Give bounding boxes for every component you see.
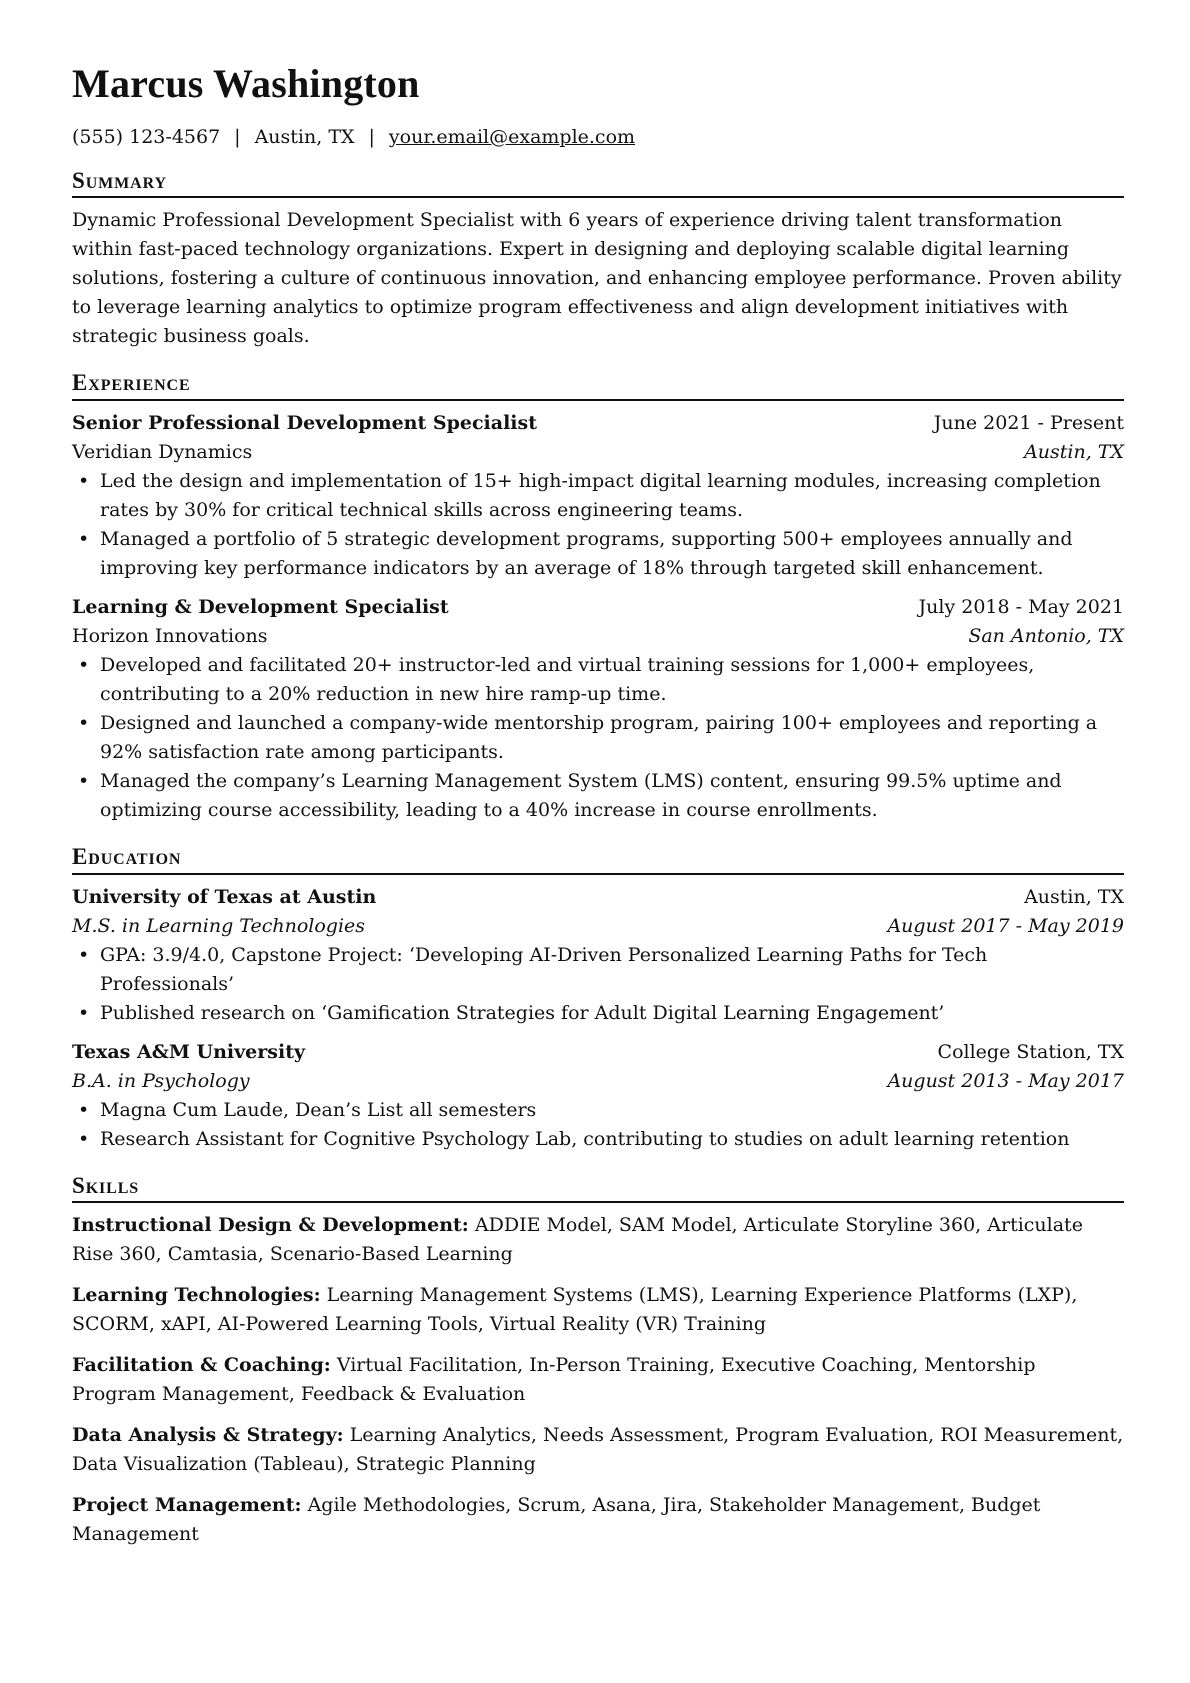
skill-value: Virtual Facilitation, In-Person Training, Executive Coaching, Mentorship Program Management, Feedback & Evaluation: [72, 1354, 1036, 1406]
bullet-item: • GPA: 3.9/4.0, Capstone Project: ‘Developing AI-Driven Personalized Learning Paths for Tech Professionals’: [72, 941, 1124, 999]
school-name: Texas A&M University: [72, 1040, 306, 1063]
education-entry: [72, 1038, 1124, 1154]
job-dates: June 2021 - Present: [933, 411, 1124, 434]
bullet-item: • Managed a portfolio of 5 strategic development programs, supporting 500+ employees annually and improving key performance indicators by an average of 18% through targeted skill enhancement.: [72, 525, 1124, 583]
section-title-education: Education: [72, 843, 1124, 875]
skills-section: [72, 1172, 1124, 1550]
education-entry: [72, 883, 1124, 1028]
section-title-skills: Skills: [72, 1172, 1124, 1204]
job-title: Senior Professional Development Specialist: [72, 411, 537, 434]
bullet-item: • Managed the company’s Learning Management System (LMS) content, ensuring 99.5% uptime and optimizing course accessibility, leading to a 40% increase in course enrollments.: [72, 767, 1124, 825]
skill-label: Data Analysis & Strategy:: [72, 1424, 344, 1447]
skill-value: Agile Methodologies, Scrum, Asana, Jira, Stakeholder Management, Budget Management: [72, 1494, 1041, 1546]
skill-value: ADDIE Model, SAM Model, Articulate Storyline 360, Articulate Rise 360, Camtasia, Scenario-Based Learning: [72, 1214, 1083, 1266]
bullet-item: • Research Assistant for Cognitive Psychology Lab, contributing to studies on adult learning retention: [72, 1125, 1124, 1154]
skill-label: Project Management:: [72, 1494, 302, 1517]
job-bullets: [72, 467, 1124, 583]
skill-group: [72, 1211, 1124, 1269]
skill-label: Learning Technologies:: [72, 1284, 321, 1307]
skill-group: [72, 1351, 1124, 1409]
skill-value: Learning Management Systems (LMS), Learning Experience Platforms (LXP), SCORM, xAPI, AI-Powered Learning Tools, Virtual Reality (VR) Training: [72, 1284, 1078, 1336]
contact-line: [72, 126, 1124, 149]
separator: |: [234, 126, 241, 148]
school-name: University of Texas at Austin: [72, 885, 377, 908]
summary-text: Dynamic Professional Development Specialist with 6 years of experience driving talent transformation within fast-paced technology organizations. Expert in designing and deploying scalable digital learning solutions, fostering a culture of continuous innovation, and enhancing employee performance. Proven ability to leverage learning analytics to optimize program effectiveness and align development initiatives with strategic business goals.: [72, 209, 1122, 348]
company-name: Veridian Dynamics: [72, 440, 253, 463]
education-dates: August 2017 - May 2019: [887, 914, 1124, 937]
bullet-item: • Magna Cum Laude, Dean’s List all semesters: [72, 1096, 1124, 1125]
school-location: Austin, TX: [1024, 885, 1124, 908]
bullet-item: • Led the design and implementation of 15+ high-impact digital learning modules, increasing completion rates by 30% for critical technical skills across engineering teams.: [72, 467, 1124, 525]
job-bullets: [72, 651, 1124, 825]
degree: B.A. in Psychology: [72, 1069, 250, 1092]
section-title-summary: Summary: [72, 167, 1124, 199]
degree: M.S. in Learning Technologies: [72, 914, 366, 937]
experience-section: [72, 369, 1124, 825]
bullet-item: • Designed and launched a company-wide mentorship program, pairing 100+ employees and reporting a 92% satisfaction rate among participants.: [72, 709, 1124, 767]
email-link[interactable]: your.email@example.com: [388, 126, 636, 148]
skill-group: [72, 1491, 1124, 1549]
job-entry: [72, 593, 1124, 825]
skill-group: [72, 1421, 1124, 1479]
skill-label: Facilitation & Coaching:: [72, 1354, 331, 1377]
job-title: Learning & Development Specialist: [72, 595, 449, 618]
phone-number: (555) 123-4567: [72, 126, 221, 148]
separator: |: [368, 126, 375, 148]
skill-value: Learning Analytics, Needs Assessment, Program Evaluation, ROI Measurement, Data Visualization (Tableau), Strategic Planning: [72, 1424, 1124, 1476]
location: Austin, TX: [254, 126, 355, 148]
skill-group: [72, 1281, 1124, 1339]
job-entry: [72, 409, 1124, 583]
company-name: Horizon Innovations: [72, 624, 268, 647]
job-dates: July 2018 - May 2021: [918, 595, 1124, 618]
school-location: College Station, TX: [937, 1040, 1124, 1063]
job-location: San Antonio, TX: [968, 624, 1124, 647]
education-bullets: [72, 941, 1124, 1028]
bullet-item: • Published research on ‘Gamification Strategies for Adult Digital Learning Engagement’: [72, 999, 1124, 1028]
skill-label: Instructional Design & Development:: [72, 1214, 469, 1237]
education-dates: August 2013 - May 2017: [887, 1069, 1124, 1092]
education-section: [72, 843, 1124, 1154]
summary-section: [72, 167, 1124, 352]
bullet-item: • Developed and facilitated 20+ instructor-led and virtual training sessions for 1,000+ employees, contributing to a 20% reduction in new hire ramp-up time.: [72, 651, 1124, 709]
education-bullets: [72, 1096, 1124, 1154]
job-location: Austin, TX: [1024, 440, 1124, 463]
section-title-experience: Experience: [72, 369, 1124, 401]
candidate-name: Marcus Washington: [72, 61, 420, 106]
